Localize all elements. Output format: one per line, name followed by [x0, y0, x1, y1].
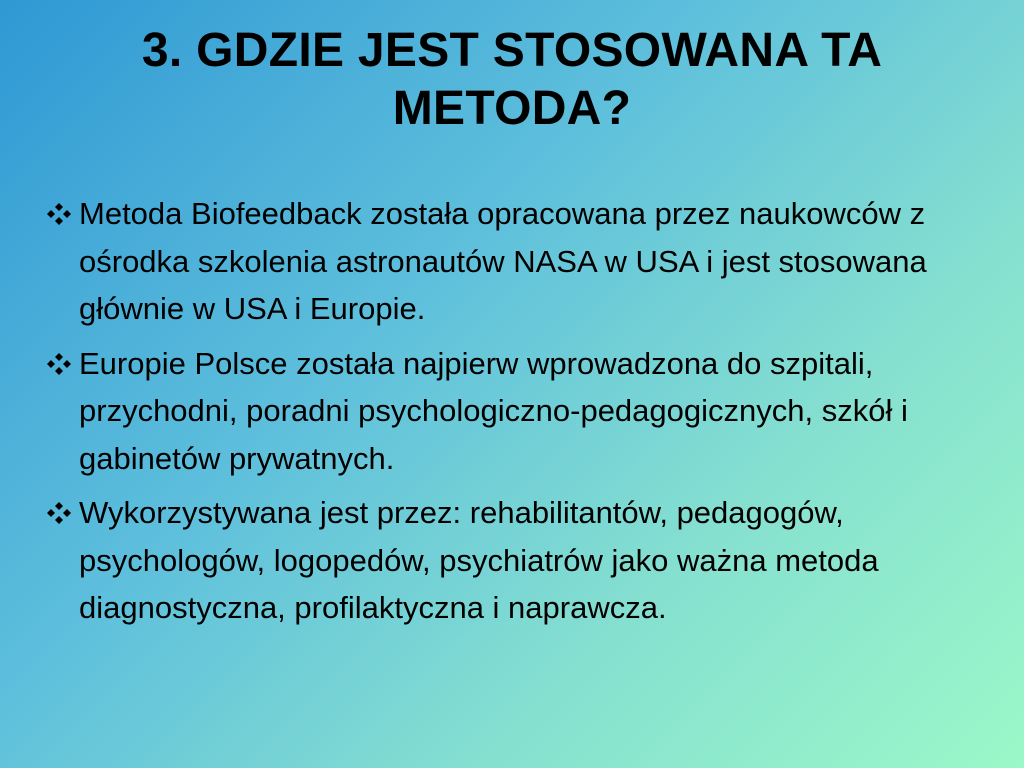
- bullet-list: [44, 190, 994, 639]
- bullet-item: [44, 190, 994, 333]
- bullet-text: Europie Polsce została najpierw wprowadzona do szpitali, przychodni, poradni psychologiczno-pedagogicznych, szkół i gabinetów prywatnych.: [79, 345, 908, 476]
- bullet-text: Metoda Biofeedback została opracowana przez naukowców z ośrodka szkolenia astronautów NASA w USA i jest stosowana głównie w USA i Europie.: [79, 196, 927, 326]
- bullet-item: [44, 489, 994, 632]
- four-diamond-bullet-icon: [44, 353, 74, 375]
- bullet-text: Wykorzystywana jest przez: rehabilitantów, pedagogów, psychologów, logopedów, psychiatrów jako ważna metoda diagnostyczna, profilaktyczna i naprawcza.: [79, 495, 879, 625]
- four-diamond-bullet-icon: [44, 203, 74, 225]
- bullet-item: [44, 340, 994, 483]
- four-diamond-bullet-icon: [44, 502, 74, 524]
- slide-title: 3. GDZIE JEST STOSOWANA TA METODA?: [141, 24, 883, 135]
